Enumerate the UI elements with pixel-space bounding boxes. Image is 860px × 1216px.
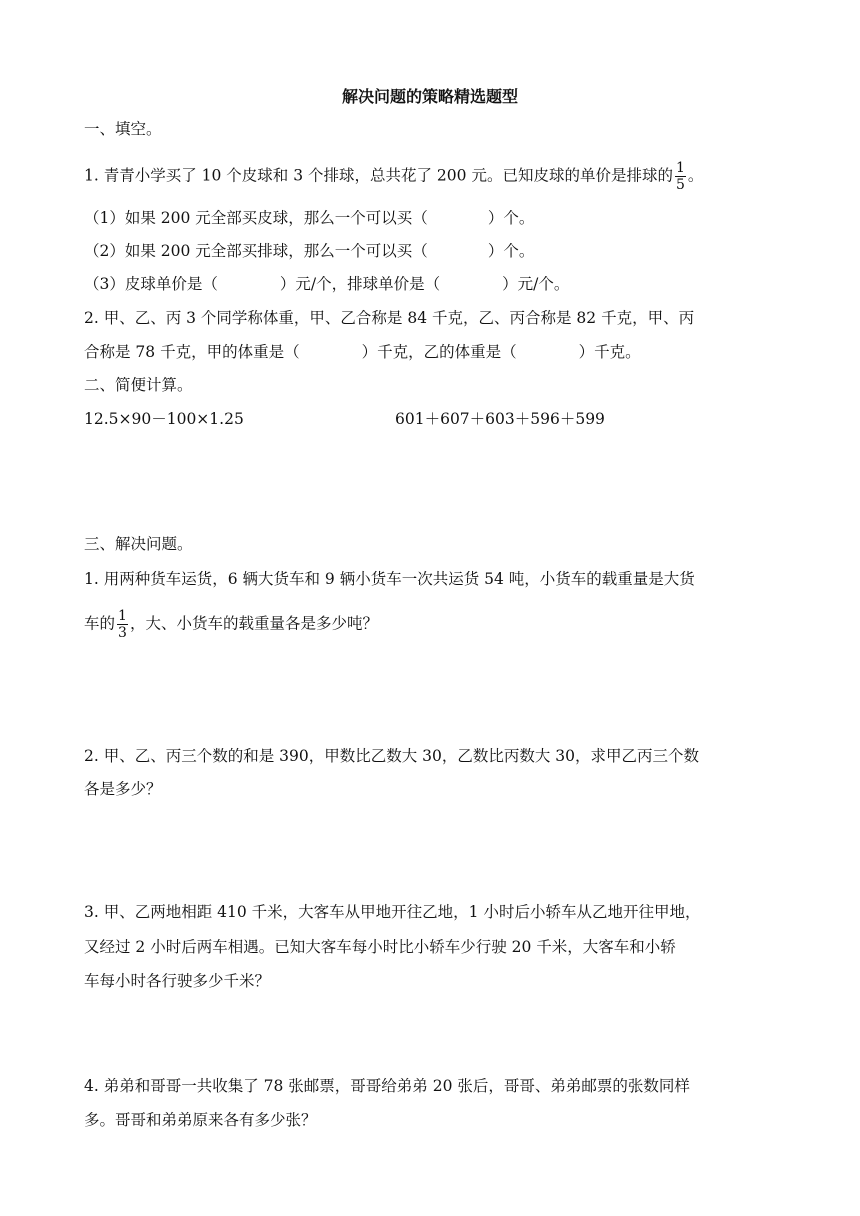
fill-q1-text: 1. 青青小学买了 10 个皮球和 3 个排球，总共花了 200 元。已知皮球的单价是排球的	[84, 166, 673, 185]
fill-q2-line2	[84, 341, 641, 363]
fill-q1-end: 。	[687, 166, 704, 185]
problem-4-line1: 4. 弟弟和哥哥一共收集了 78 张邮票，哥哥给弟弟 20 张后，哥哥、弟弟邮票的张数同样	[84, 1077, 690, 1095]
sub2-text: （2）如果 200 元全部买排球，那么一个可以买（	[84, 242, 428, 260]
fraction-denominator: 5	[675, 177, 685, 193]
calc-expression-2: 601＋607＋603＋596＋599	[395, 410, 605, 428]
problem-3-line3: 车每小时各行驶多少千米？	[84, 972, 271, 990]
problem-4-line2: 多。哥哥和弟弟原来各有多少张？	[84, 1111, 317, 1129]
problem-3-line1: 3. 甲、乙两地相距 410 千米，大客车从甲地开往乙地，1 小时后小轿车从乙地开往甲地，	[84, 903, 701, 921]
fill-q2-line1: 2. 甲、乙、丙 3 个同学称体重，甲、乙合称是 84 千克，乙、丙合称是 82 千克，甲、丙	[84, 309, 695, 327]
section-calc-heading: 二、简便计算。	[84, 376, 193, 394]
fraction-numerator: 1	[118, 608, 127, 624]
problem-1-line1: 1. 用两种货车运货，6 辆大货车和 9 辆小货车一次共运货 54 吨，小货车的载重量是大货	[84, 570, 695, 588]
section-problems-heading: 三、解决问题。	[84, 535, 193, 553]
sub3-mid: ）元/个，排球单价是（	[279, 275, 441, 293]
q2-mid: ）千克，乙的体重是（	[361, 343, 517, 361]
section-fill-heading: 一、填空。	[84, 120, 162, 138]
q2-text: 合称是 78 千克，甲的体重是（	[84, 343, 300, 361]
fraction-one-third	[117, 608, 128, 641]
problem-2-line1: 2. 甲、乙、丙三个数的和是 390，甲数比乙数大 30，乙数比丙数大 30，求甲乙丙三个数	[84, 747, 700, 765]
fraction-denominator: 3	[118, 625, 127, 641]
fill-q1-sub1	[84, 207, 534, 229]
p1-text: 车的	[84, 614, 116, 633]
problem-1-line2	[84, 608, 378, 641]
fill-q1-sub3	[84, 273, 569, 295]
fraction-numerator: 1	[675, 160, 685, 176]
sub3-end: ）元/个。	[502, 275, 570, 293]
fraction-one-fifth	[675, 160, 686, 193]
sub3-text: （3）皮球单价是（	[84, 275, 218, 293]
fill-question-1	[84, 160, 703, 193]
calc-expression-1: 12.5×90－100×1.25	[84, 410, 244, 428]
fill-q1-sub2	[84, 240, 534, 262]
problem-2-line2: 各是多少？	[84, 780, 162, 798]
sub1-end: ）个。	[487, 209, 535, 227]
problem-3-line2: 又经过 2 小时后两车相遇。已知大客车每小时比小轿车少行驶 20 千米，大客车和小轿	[84, 938, 676, 956]
p1-end: ，大、小货车的载重量各是多少吨？	[129, 614, 378, 633]
sub2-end: ）个。	[487, 242, 535, 260]
page-title: 解决问题的策略精选题型	[341, 87, 518, 106]
q2-end: ）千克。	[578, 343, 641, 361]
sub1-text: （1）如果 200 元全部买皮球，那么一个可以买（	[84, 209, 428, 227]
